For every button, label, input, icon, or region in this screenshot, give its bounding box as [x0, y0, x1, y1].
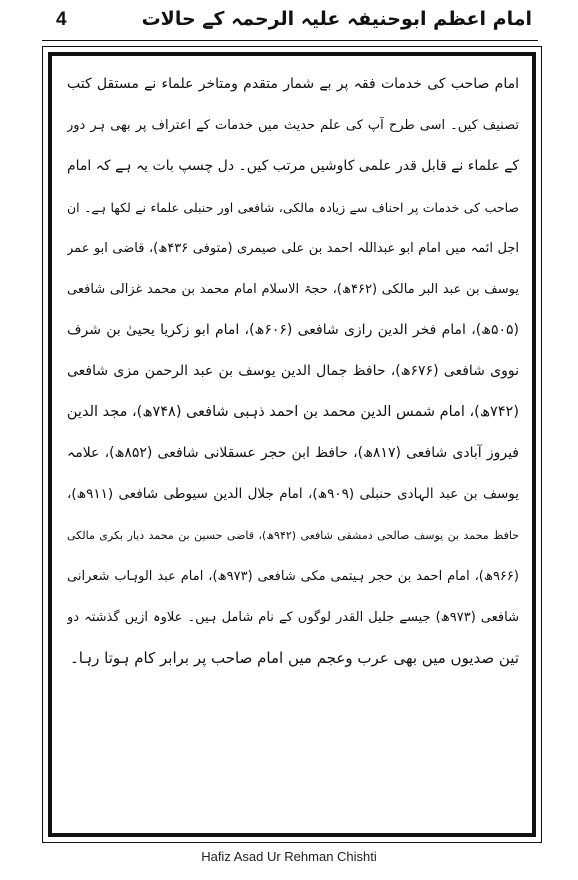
text-line: اجل ائمہ میں امام ابو عبداللہ احمد بن علی صیمری (متوفی ۴۳۶ھ)، قاضی ابو عمر — [67, 241, 519, 256]
text-line: شافعی (۹۷۳ھ) جیسے جلیل القدر لوگوں کے نام شامل ہیں۔ علاوہ ازیں گذشتہ دو — [67, 610, 519, 625]
page-number: 4 — [56, 9, 67, 30]
text-line: (۵۰۵ھ)، امام فخر الدین رازی شافعی (۶۰۶ھ)، امام ابو زکریا یحییٰ بن شرف — [67, 322, 519, 338]
footer-credit: Hafiz Asad Ur Rehman Chishti — [201, 849, 377, 864]
header-rule — [42, 40, 538, 41]
text-line: یوسف بن عبد البر مالکی (۴۶۲ھ)، حجۃ الاسلام امام محمد بن محمد غزالی شافعی — [67, 282, 519, 297]
text-line: یوسف بن عبد الہادی حنبلی (۹۰۹ھ)، امام جلال الدین سیوطی شافعی (۹۱۱ھ)، — [67, 486, 519, 502]
body-paragraph — [67, 64, 519, 679]
text-line: فیروز آبادی شافعی (۸۱۷ھ)، حافظ ابن حجر عسقلانی شافعی (۸۵۲ھ)، علامہ — [67, 445, 519, 461]
text-line: کے علماء نے قابل قدر علمی کاوشیں مرتب کیں۔ دل چسپ بات یہ ہے کہ امام — [67, 158, 519, 174]
text-line: امام صاحب کی خدمات فقہ پر بے شمار متقدم ومتاخر علماء نے مستقل کتب — [67, 76, 519, 92]
text-line: صاحب کی خدمات پر احناف سے زیادہ مالکی، شافعی اور حنبلی علماء نے لکھا ہے۔ ان — [67, 200, 519, 215]
text-line: (۹۶۶ھ)، امام احمد بن حجر ہیتمی مکی شافعی (۹۷۳ھ)، امام عبد الوہاب شعرانی — [67, 569, 519, 584]
text-line: (۷۴۲ھ)، امام شمس الدین محمد بن احمد ذہبی شافعی (۷۴۸ھ)، مجد الدین — [67, 404, 519, 420]
text-line: نووی شافعی (۶۷۶ھ)، حافظ جمال الدین یوسف بن عبد الرحمن مزی شافعی — [67, 363, 519, 379]
text-line: تصنیف کیں۔ اسی طرح آپ کی علم حدیث میں خدمات کے اعتراف پر بھی ہر دور — [67, 118, 519, 133]
text-line: حافظ محمد بن یوسف صالحی دمشقی شافعی (۹۴۲ھ)، قاضی حسین بن محمد دیار بکری مالکی — [67, 529, 519, 542]
text-line: تین صدیوں میں بھی عرب وعجم میں امام صاحب پر برابر کام ہوتا رہا۔ — [70, 649, 519, 667]
running-title: امام اعظم ابوحنیفہ علیہ الرحمہ کے حالات — [141, 8, 532, 30]
